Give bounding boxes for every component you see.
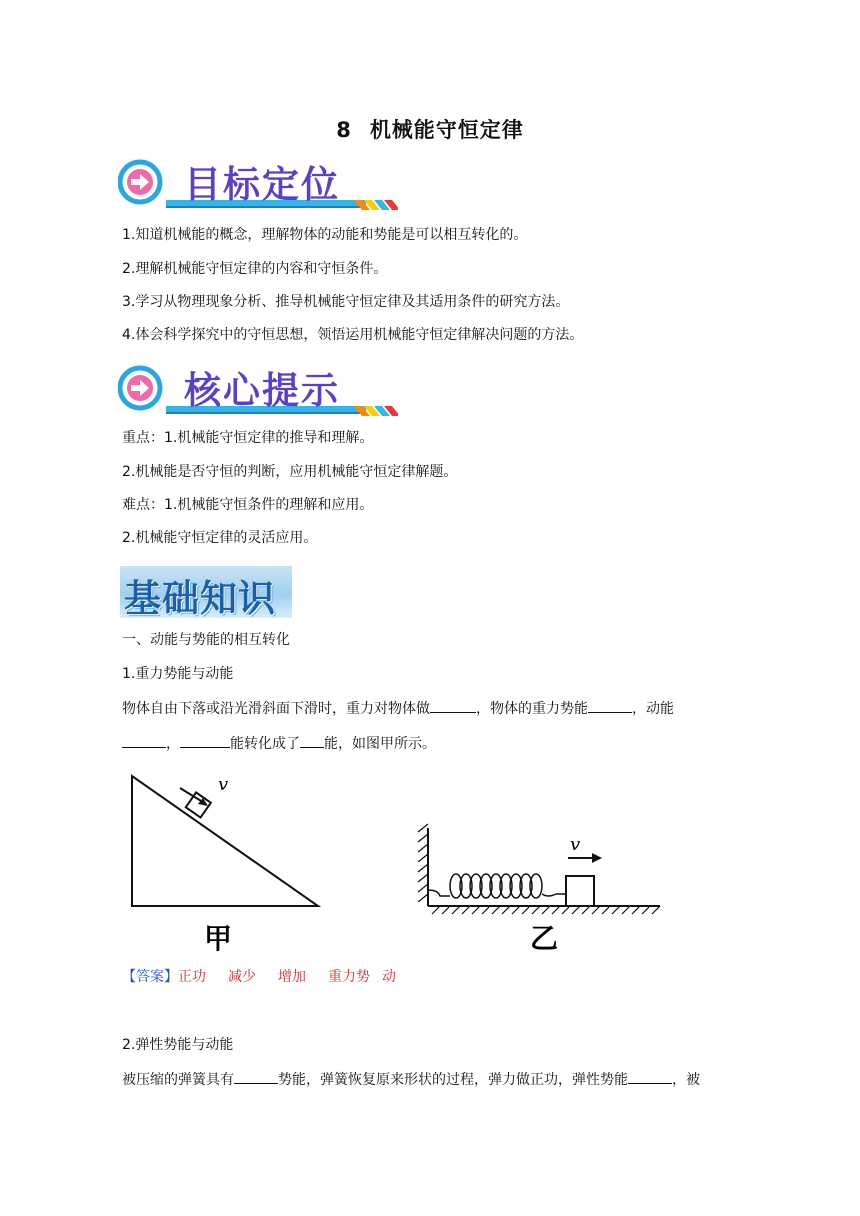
- core-item: 2.机械能是否守恒的判断，应用机械能守恒定律解题。: [122, 464, 458, 480]
- fill-blank: [122, 732, 166, 748]
- paragraph-line: [122, 732, 436, 754]
- spring-coils: [450, 874, 542, 898]
- paragraph-line: [122, 1068, 700, 1090]
- fill-blank: [234, 1068, 278, 1084]
- goal-banner-title: 目标定位: [184, 163, 340, 206]
- page-title: [0, 114, 860, 144]
- basic-banner-title: 基础知识: [124, 577, 276, 620]
- answer-item: 减少: [228, 969, 256, 985]
- answer-item: 重力势: [328, 969, 370, 985]
- velocity-label: v: [570, 834, 581, 855]
- physics-figure: [120, 766, 680, 966]
- core-banner: [118, 358, 398, 420]
- paragraph-line: [122, 697, 674, 719]
- text-fragment: ，物体的重力势能: [476, 701, 588, 717]
- fill-blank: [180, 732, 230, 748]
- core-item: 2.机械能守恒定律的灵活应用。: [122, 530, 318, 546]
- incline-diagram: [132, 774, 318, 955]
- answer-item: 增加: [278, 969, 306, 985]
- fill-blank: [430, 697, 476, 713]
- fill-blank: [588, 697, 632, 713]
- goal-item: 4.体会科学探究中的守恒思想，领悟运用机械能守恒定律解决问题的方法。: [122, 327, 584, 343]
- text-fragment: 被压缩的弹簧具有: [122, 1072, 234, 1088]
- figure-label-yi: 乙: [530, 922, 559, 955]
- text-fragment: 能，如图甲所示。: [324, 736, 436, 752]
- core-item: 难点：1.机械能守恒条件的理解和应用。: [122, 497, 374, 513]
- core-item: 重点：1.机械能守恒定律的推导和理解。: [122, 430, 374, 446]
- fill-blank: [628, 1068, 672, 1084]
- floor-hatch: [432, 906, 660, 914]
- spring-diagram: [418, 824, 660, 955]
- goal-item: 3.学习从物理现象分析、推导机械能守恒定律及其适用条件的研究方法。: [122, 294, 570, 310]
- answer-tag: 【答案】: [122, 969, 178, 985]
- velocity-label: v: [218, 774, 229, 795]
- section-heading: 一、动能与势能的相互转化: [122, 632, 290, 648]
- figure-label-jia: 甲: [204, 922, 233, 955]
- answer-item: 动: [382, 969, 396, 985]
- wall-hatch: [418, 824, 428, 902]
- text-fragment: 能转化成了: [230, 736, 300, 752]
- answer-item: 正功: [178, 969, 206, 985]
- subsection-heading: 1.重力势能与动能: [122, 666, 234, 682]
- core-banner-title: 核心提示: [184, 369, 340, 412]
- goal-item: 2.理解机械能守恒定律的内容和守恒条件。: [122, 261, 388, 277]
- goal-banner: [118, 152, 398, 214]
- goal-item: 1.知道机械能的概念，理解物体的动能和势能是可以相互转化的。: [122, 227, 528, 243]
- text-fragment: 势能，弹簧恢复原来形状的过程，弹力做正功，弹性势能: [278, 1072, 628, 1088]
- text-fragment: ，: [166, 736, 180, 752]
- answer-line: [122, 967, 396, 987]
- velocity-arrow-icon: [592, 853, 602, 863]
- text-fragment: ，被: [672, 1072, 700, 1088]
- basic-banner: [120, 566, 292, 618]
- fill-blank: [300, 732, 324, 748]
- text-fragment: 物体自由下落或沿光滑斜面下滑时，重力对物体做: [122, 701, 430, 717]
- title-text: 机械能守恒定律: [369, 118, 524, 142]
- text-fragment: ，动能: [632, 701, 674, 717]
- subsection-heading: 2.弹性势能与动能: [122, 1037, 234, 1053]
- spring-block: [566, 876, 594, 906]
- title-number: 8: [336, 118, 352, 142]
